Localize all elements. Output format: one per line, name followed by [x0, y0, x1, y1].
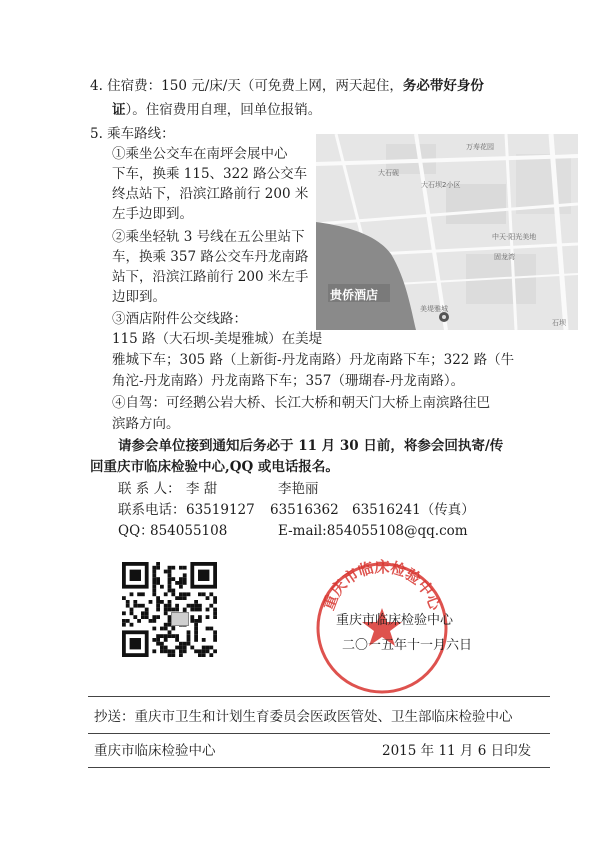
map-label-wanshou: 万寿花园 — [466, 143, 494, 151]
footer-rule-bottom — [88, 767, 550, 768]
route-rail-line-1: ②乘坐轻轨 3 号线在五公里站下 — [112, 229, 305, 245]
route-drive-line-1: ④自驾：可经鹅公岩大桥、长江大桥和朝天门大桥上南滨路往巴 — [112, 395, 490, 411]
contact-phone-1: 63519127 — [186, 502, 255, 518]
route-bus-line-3: 终点站下，沿滨江路前行 200 米 — [112, 186, 309, 202]
route-bus-line-1: ①乘坐公交车在南坪会展中心 — [112, 146, 288, 162]
route-drive-line-2: 滨路方向。 — [112, 416, 180, 432]
email-address: E-mail:854055108@qq.com — [278, 523, 468, 539]
seal-text: 重庆市临床检验中心 — [319, 558, 445, 613]
map-label-shiba: 石坝 — [552, 319, 566, 327]
qq-number: 854055108 — [150, 523, 228, 539]
map-label-dashiyan: 大石砚 — [378, 169, 399, 177]
route-rail-line-2: 车，换乘 357 路公交车丹龙南路 — [112, 249, 309, 265]
accommodation-fee-text: 4. 住宿费：150 元/床/天（可免费上网，两天起住， — [90, 78, 403, 94]
signature-org: 重庆市临床检验中心 — [336, 613, 454, 628]
map-label-gulongwan: 固龙湾 — [494, 253, 515, 261]
route-hotel-bus-heading: ③酒店附件公交线路： — [112, 311, 247, 327]
accommodation-line-2 — [112, 100, 321, 120]
id-card-reminder-text: 务必带好身份 — [402, 78, 484, 94]
contact-person-label: 联 系 人： — [118, 481, 181, 497]
hotel-location-map — [316, 134, 578, 330]
contact-fax: 63516241（传真） — [352, 502, 475, 518]
footer-rule-middle — [88, 733, 550, 734]
issue-date: 2015 年 11 月 6 日印发 — [382, 743, 532, 759]
contact-person-1: 李 甜 — [186, 481, 218, 497]
map-label-hotel: 贵侨酒店 — [330, 288, 379, 302]
contact-phone-label: 联系电话： — [118, 502, 186, 518]
qq-label: QQ： — [118, 523, 154, 539]
route-bus-line-4: 左手边即到。 — [112, 206, 193, 222]
qr-center-logo — [171, 612, 189, 626]
map-label-meidi: 美堤雅城 — [420, 305, 448, 313]
route-hotel-bus-line-1: 115 路（大石坝-美堤雅城）在美堤 — [112, 331, 323, 347]
map-label-dashiba: 大石坝2小区 — [421, 181, 461, 189]
route-hotel-bus-line-3: 角沱-丹龙南路）丹龙南路下车；357（珊瑚春-丹龙南路）。 — [112, 373, 465, 389]
route-rail-line-4: 边即到。 — [112, 289, 166, 305]
issuer-name: 重庆市临床检验中心 — [94, 743, 216, 759]
registration-deadline-line-2: 回重庆市临床检验中心,QQ 或电话报名。 — [90, 459, 339, 475]
map-label-zhongtian: 中天·阳光美地 — [492, 233, 537, 241]
cc-line: 抄送：重庆市卫生和计划生育委员会医政医管处、卫生部临床检验中心 — [94, 709, 513, 725]
id-card-reminder-tail: 证 — [112, 102, 126, 118]
contact-phone-2: 63516362 — [270, 502, 339, 518]
route-heading: 5. 乘车路线： — [90, 126, 175, 142]
svg-text:重庆市临床检验中心 — [320, 558, 445, 613]
route-bus-line-2: 下车，换乘 115、322 路公交车 — [112, 166, 308, 182]
qr-code — [120, 560, 218, 660]
accommodation-line-1 — [90, 76, 484, 96]
qr-code-graphic — [120, 560, 218, 660]
reimbursement-text: ）。住宿费用自理，回单位报销。 — [125, 102, 322, 118]
registration-deadline-line-1: 请参会单位接到通知后务必于 11 月 30 日前，将参会回执寄/传 — [118, 438, 504, 454]
footer-rule-top — [88, 696, 550, 697]
route-rail-line-3: 站下，沿滨江路前行 200 米左手 — [112, 269, 309, 285]
signature-date: 二〇一五年十一月六日 — [342, 638, 473, 653]
route-hotel-bus-line-2: 雅城下车；305 路（上新街-丹龙南路）丹龙南路下车；322 路（牛 — [112, 352, 515, 368]
contact-person-2: 李艳丽 — [278, 481, 319, 497]
